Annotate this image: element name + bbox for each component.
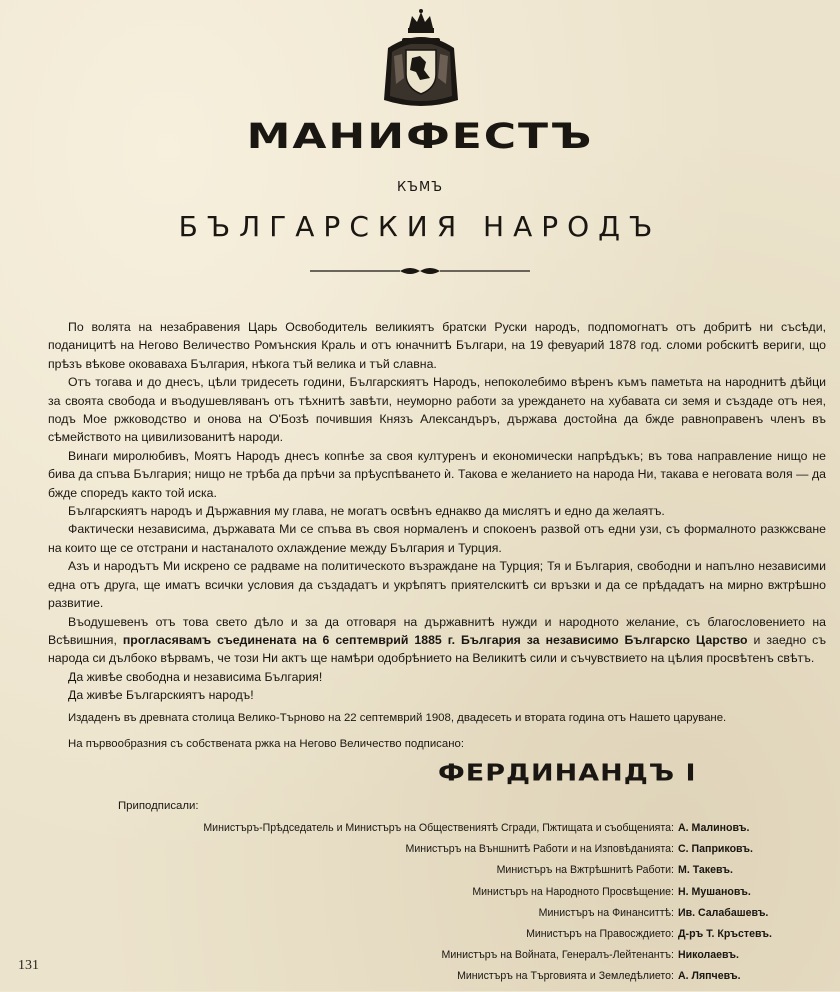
signed-note: На първообразния съ собствената ржка на Негово Величество подписано: [68, 738, 465, 750]
paragraph: Азъ и народътъ Ми искрено се радваме на политическото възраждане на Турция; Тя и България, свободни и напълно независими една отъ друга, ще иматъ всички условия да създадатъ и укрѣпятъ приятелскитѣ си връзки и да се прѣдадатъ на мирно вжтрѣшно развитие. [48, 559, 826, 611]
paragraph: Българскиятъ народъ и Държавния му глава, не могатъ освѣнъ еднакво да мислятъ и едно да желаятъ. [68, 504, 665, 519]
minister-title: Министъръ на Вжтрѣшнитѣ Работи: [496, 864, 674, 877]
proclamation-tail: и заедно съ народа си дълбоко вѣрвамъ, че този Ни актъ ще намѣри одобрѣнието на Великитѣ сили и съчувствието на цѣлия просвѣтенъ свѣтъ. [48, 632, 827, 666]
paragraph: Отъ тогава и до днесъ, цѣли тридесеть години, Българскиятъ Народъ, непоколебимо вѣренъ къмъ паметьта на народнитѣ дѣйци за своята свобода и въодушевляванъ отъ тѣхнитѣ завѣти, неуморно работи за уреждането на хубавата си земя и създаде отъ нея, подъ Мое ржководство и онова на О'Бозѣ почившия Князъ Александъръ, държава достойна да бжде равноправенъ членъ въ сѣмейството на цивилизованитѣ народи. [48, 375, 826, 445]
minister-row [120, 928, 770, 949]
paragraph: Винаги миролюбивъ, Моятъ Народъ днесъ копнѣе за своя културенъ и економически напрѣдъкъ; въ това направление нищо не бива да спъва България; нищо не трѣба да прѣчи за прѣуспѣването ѝ. Такова е желанието на народа Ни, такава е неговата воля — да бжде споредъ както той иска. [48, 448, 826, 500]
minister-name: А. Ляпчевъ. [678, 970, 741, 983]
paragraph: Фактически независима, държавата Ми се спъва въ своя нормаленъ и спокоенъ развой отъ едни узи, съ формалното разкжсване на които ще се отстрани и настаналото охлаждение между България и Турция. [48, 522, 826, 555]
minister-row [120, 907, 770, 928]
minister-row [120, 864, 770, 885]
minister-title: Министъръ на Търговията и Земледѣлието: [457, 970, 674, 983]
minister-title: Министъръ-Прѣдседатель и Министъръ на Обществениятѣ Сгради, Пжтищата и съобщенията: [203, 822, 674, 834]
paragraph: По волята на незабравения Царь Освободитель великиятъ братски Руски народъ, подпомогнатъ отъ добритѣ ни съсѣди, поданицитѣ на Негово Величество Ромънския Краль и отъ юначнитѣ Българи, на 19 февуарий 1878 год. сломи робскитѣ вериги, що прѣзъ вѣкове оковаваха България, нѣкога тъй велика и тъй славна. [48, 320, 826, 371]
minister-row [120, 970, 770, 991]
ministers-list [120, 822, 770, 992]
minister-row [120, 949, 770, 970]
minister-row [120, 843, 770, 864]
ornamental-divider [310, 264, 530, 278]
minister-name: Ив. Салабашевъ. [678, 906, 769, 919]
proclamation-paragraph [48, 613, 826, 668]
exclamation: Да живѣе Българскиятъ народъ! [68, 688, 254, 703]
title-preposition: КЪМЪ [396, 180, 444, 195]
exclamation: Да живѣе свободна и независима България! [68, 669, 323, 684]
minister-title: Министъръ на Войната, Генералъ-Лейтенантъ: [441, 949, 674, 962]
minister-name: М. Такевъ. [678, 864, 733, 877]
minister-title: Министъръ на Правосждието: [526, 927, 674, 940]
issued-line: Издаденъ въ древната столица Велико-Търново на 22 септемврий 1908, двадесеть и втората година отъ Нашето царуване. [68, 712, 727, 724]
minister-name: Н. Мушановъ. [678, 885, 751, 898]
minister-title: Министъръ на Финанситтѣ: [538, 906, 674, 919]
proclamation-lead: Въодушевенъ отъ това свето дѣло и за да отговаря на държавнитѣ нужди и народното желание, съ благословението на Всѣвишния, [48, 614, 826, 647]
manifesto-title: МАНИФЕСТЪ [246, 117, 594, 157]
minister-title: Министъръ на Народното Просвѣщение: [472, 885, 674, 898]
minister-name: Николаевъ. [678, 949, 739, 962]
minister-row [120, 822, 770, 843]
coat-of-arms-icon [376, 8, 466, 114]
manifesto-subtitle: БЪЛГАРСКИЯ НАРОДЪ [178, 210, 662, 243]
manifesto-body [48, 318, 826, 705]
minister-name: С. Паприковъ. [678, 843, 753, 856]
royal-signature: ФЕРДИНАНДЪ I [438, 760, 697, 787]
minister-name: Д-ръ Т. Кръстевъ. [678, 927, 772, 940]
minister-name: А. Малиновъ. [678, 822, 750, 834]
minister-title: Министъръ на Външнитѣ Работи и на Изповѣданията: [405, 843, 674, 856]
cosigned-label: Приподписали: [118, 800, 199, 812]
minister-row [120, 886, 770, 907]
proclamation-declaration: прогласявамъ съединената на 6 септемврий 1885 г. България за независимо Българско Царство [122, 632, 748, 647]
archive-number: 131 [18, 958, 39, 973]
